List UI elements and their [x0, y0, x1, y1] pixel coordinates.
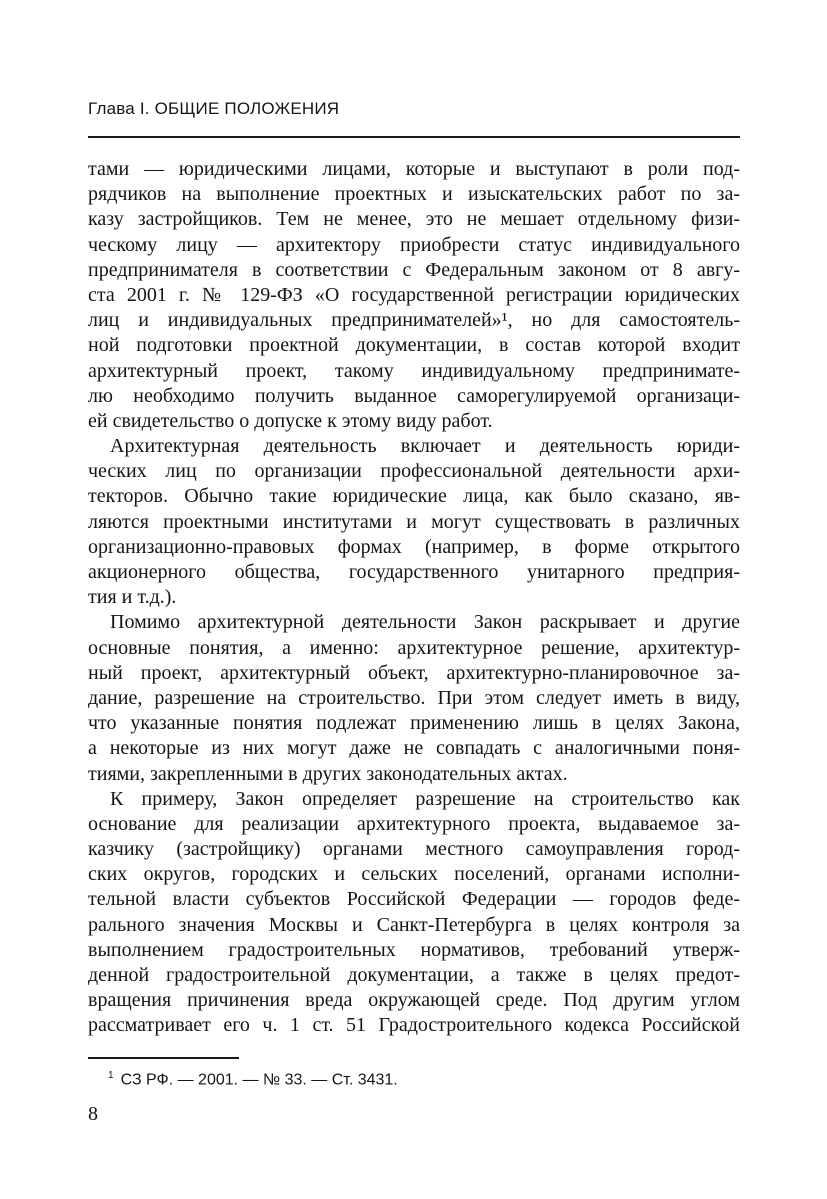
text-line: рального значения Москвы и Санкт-Петербурга в целях контроля за — [88, 913, 740, 936]
text-line: рассматривает его ч. 1 ст. 51 Градостроительного кодекса Российской — [88, 1014, 740, 1037]
text-line: Помимо архитектурной деятельности Закон раскрывает и другие — [110, 611, 740, 634]
text-line: ских округов, городских и сельских поселений, органами исполни- — [88, 863, 740, 886]
text-line: казу застройщиков. Тем не менее, это не мешает отдельному физи- — [88, 208, 740, 231]
text-line: рядчиков на выполнение проектных и изыскательских работ по за- — [88, 183, 740, 206]
footnote-marker: 1 — [108, 1070, 114, 1081]
footnote — [88, 1070, 740, 1089]
text-line: тия и т.д.). — [88, 586, 177, 609]
text-line: Архитектурная деятельность включает и деятельность юриди- — [110, 435, 740, 458]
page-number: 8 — [88, 1103, 98, 1125]
text-line: ческих лиц по организации профессиональной деятельности архи- — [88, 460, 740, 483]
text-line: основные понятия, а именно: архитектурное решение, архитектур- — [88, 636, 740, 659]
text-line: К примеру, Закон определяет разрешение на строительство как — [110, 787, 740, 810]
text-line: лиц и индивидуальных предпринимателей»¹, но для самостоятель- — [88, 309, 740, 332]
chapter-running-head: Глава I. ОБЩИЕ ПОЛОЖЕНИЯ — [88, 99, 340, 118]
text-line: тами — юридическими лицами, которые и выступают в роли под- — [88, 158, 740, 180]
text-line: тиями, закрепленными в других законодательных актах. — [88, 762, 568, 785]
body-text — [88, 157, 740, 1039]
text-line: вращения причинения вреда окружающей среде. Под другим углом — [88, 989, 740, 1012]
text-line: денной градостроительной документации, а также в целях предот- — [88, 964, 740, 986]
text-line: ный проект, архитектурный объект, архитектурно-планировочное за- — [88, 661, 740, 684]
text-line: что указанные понятия подлежат применению лишь в целях Закона, — [88, 712, 740, 735]
text-line: ляются проектными институтами и могут существовать в различных — [88, 510, 740, 533]
header-rule — [88, 136, 740, 138]
text-line: лю необходимо получить выданное саморегулируемой организаци- — [88, 384, 740, 407]
text-line: акционерного общества, государственного унитарного предприя- — [88, 561, 740, 583]
text-line: казчику (застройщику) органами местного самоуправления город- — [88, 838, 740, 861]
text-line: организационно-правовых формах (например, в форме открытого — [88, 535, 740, 558]
footnote-rule — [88, 1057, 239, 1059]
text-line: тельной власти субъектов Российской Федерации — городов феде- — [88, 888, 740, 911]
text-line: архитектурный проект, такому индивидуальному предпринимате- — [88, 359, 740, 382]
footnote-text: СЗ РФ. — 2001. — № 33. — Ст. 3431. — [120, 1071, 398, 1089]
text-line: ей свидетельство о допуске к этому виду работ. — [88, 409, 493, 432]
text-line: ной подготовки проектной документации, в состав которой входит — [88, 334, 740, 357]
text-line: основание для реализации архитектурного проекта, выдаваемое за- — [88, 812, 740, 835]
text-line: а некоторые из них могут даже не совпадать с аналогичными поня- — [88, 737, 740, 760]
text-line: выполнением градостроительных нормативов, требований утверж- — [88, 938, 740, 961]
text-line: ста 2001 г. № 129-ФЗ «О государственной регистрации юридических — [88, 283, 740, 306]
text-line: предпринимателя в соответствии с Федеральным законом от 8 авгу- — [88, 258, 740, 281]
text-line: ческому лицу — архитектору приобрести статус индивидуального — [88, 233, 740, 256]
text-line: дание, разрешение на строительство. При этом следует иметь в виду, — [88, 686, 740, 709]
text-line: текторов. Обычно такие юридические лица, как было сказано, яв- — [88, 485, 740, 508]
